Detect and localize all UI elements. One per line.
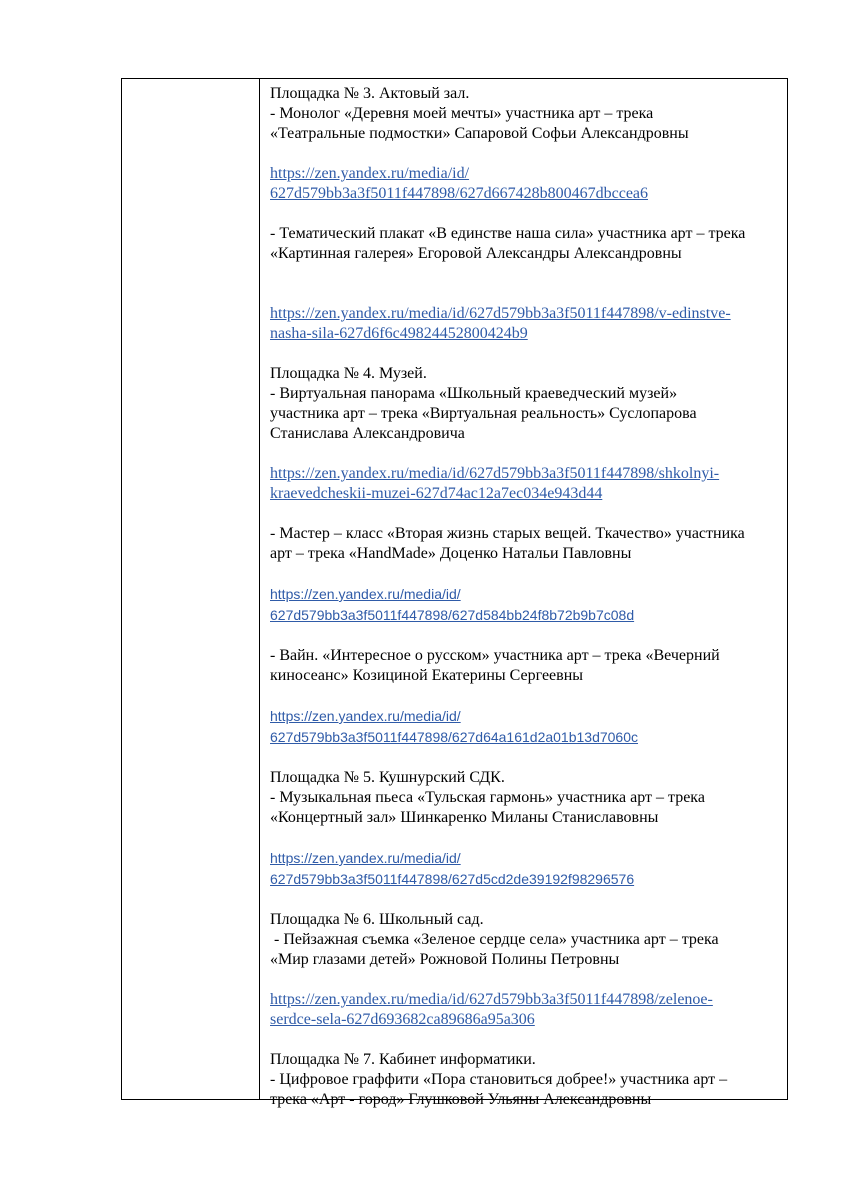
zen-link[interactable]: https://zen.yandex.ru/media/id/ 627d579bb3a3f5011f447898/627d64a161d2a01b13d7060c: [270, 708, 639, 745]
venue-heading: Площадка № 6. Школьный сад.: [270, 911, 484, 928]
program-cell: [270, 84, 785, 1110]
item-link[interactable]: [270, 164, 785, 204]
item-text: - Виртуальная панорама «Школьный краеведческий музей» участника арт – трека «Виртуальная реальность» Суслопарова Станислава Александровича: [270, 385, 697, 442]
item-text: - Пейзажная съемка «Зеленое сердце села» участника арт – трека «Мир глазами детей» Рожновой Полины Петровны: [270, 931, 719, 968]
zen-link[interactable]: https://zen.yandex.ru/media/id/627d579bb3a3f5011f447898/shkolnyi- kraevedcheskii-muzei-627d74ac12a7ec034e943d44: [270, 465, 720, 502]
column-divider: [259, 79, 260, 1099]
zen-link[interactable]: https://zen.yandex.ru/media/id/ 627d579bb3a3f5011f447898/627d5cd2de39192f98296576: [270, 850, 635, 887]
zen-link[interactable]: https://zen.yandex.ru/media/id/ 627d579bb3a3f5011f447898/627d584bb24f8b72b9b7c08d: [270, 586, 635, 623]
venue-heading: Площадка № 5. Кушнурский СДК.: [270, 769, 505, 786]
item-link[interactable]: [270, 464, 785, 504]
program-table: [121, 78, 788, 1108]
zen-link[interactable]: https://zen.yandex.ru/media/id/627d579bb3a3f5011f447898/zelenoe- serdce-sela-627d693682ca89686a95a306: [270, 991, 713, 1028]
item-text: - Музыкальная пьеса «Тульская гармонь» участника арт – трека «Концертный зал» Шинкаренко Миланы Станиславовны: [270, 789, 705, 826]
venue-heading: Площадка № 7. Кабинет информатики.: [270, 1051, 536, 1068]
item-text: - Цифровое граффити «Пора становиться добрее!» участника арт – трека «Арт - город» Глушковой Ульяны Александровны: [270, 1071, 728, 1108]
zen-link[interactable]: https://zen.yandex.ru/media/id/ 627d579bb3a3f5011f447898/627d667428b800467dbccea6: [270, 165, 649, 202]
item-link[interactable]: [270, 848, 785, 890]
zen-link[interactable]: https://zen.yandex.ru/media/id/627d579bb3a3f5011f447898/v-edinstve- nasha-sila-627d6f6c49824452800424b9: [270, 305, 731, 342]
item-text: - Мастер – класс «Вторая жизнь старых вещей. Ткачество» участника арт – трека «HandMade» Доценко Натальи Павловны: [270, 525, 745, 562]
item-link[interactable]: [270, 584, 785, 626]
venue-heading: Площадка № 3. Актовый зал.: [270, 85, 470, 102]
item-link[interactable]: [270, 304, 785, 344]
item-link[interactable]: [270, 706, 785, 748]
item-text: - Монолог «Деревня моей мечты» участника арт – трека «Театральные подмостки» Сапаровой Софьи Александровны: [270, 105, 689, 142]
item-text: - Вайн. «Интересное о русском» участника арт – трека «Вечерний киносеанс» Козициной Екатерины Сергеевны: [270, 647, 720, 684]
item-link[interactable]: [270, 990, 785, 1030]
item-text: - Тематический плакат «В единстве наша сила» участника арт – трека «Картинная галерея» Егоровой Александры Александровны: [270, 225, 746, 262]
venue-heading: Площадка № 4. Музей.: [270, 365, 427, 382]
